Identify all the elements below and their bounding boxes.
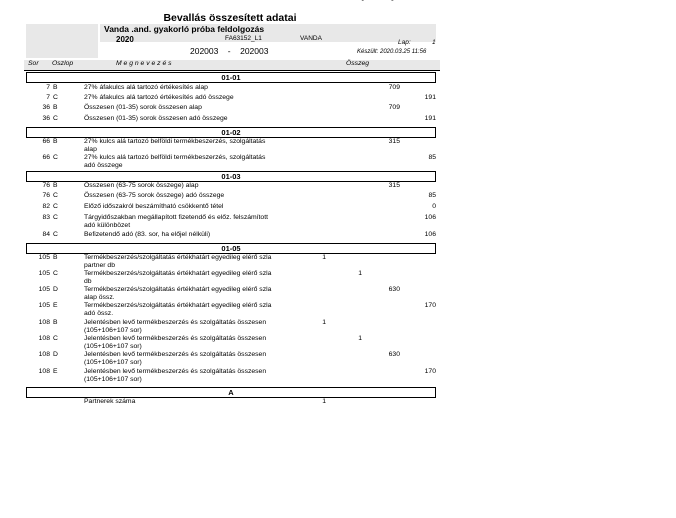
row-oszlop: B	[53, 104, 58, 111]
row-sor: 7	[46, 84, 50, 91]
row-value: 106	[424, 214, 436, 221]
program-label	[350, 0, 436, 1]
row-oszlop: D	[53, 351, 58, 358]
row-value: 191	[424, 115, 436, 122]
row-oszlop: C	[53, 335, 58, 342]
row-value: 630	[388, 286, 400, 293]
row-sor: 7	[46, 94, 50, 101]
row-oszlop: B	[53, 182, 58, 189]
row-sor: 105	[38, 286, 50, 293]
row-description-line: Tárgyidőszakban megállapított fizetendő és előz. felszámított	[84, 214, 268, 221]
row-value: 315	[388, 182, 400, 189]
row-description	[84, 203, 294, 211]
form-code: FA63152_L1	[225, 35, 262, 42]
row-value: 1	[358, 270, 362, 277]
row-value: 1	[358, 335, 362, 342]
row-description	[84, 214, 294, 229]
row-description-line: Termékbeszerzés/szolgáltatás értékhatárt egyedileg elérő szla	[84, 254, 272, 261]
row-sor: 76	[42, 182, 50, 189]
row-sor: 105	[38, 270, 50, 277]
row-oszlop: C	[53, 270, 58, 277]
row-description-line: alap össz.	[84, 293, 115, 301]
row-value: 1	[322, 254, 326, 261]
row-value: 85	[428, 192, 436, 199]
row-description	[84, 254, 294, 269]
page-label: Lap:	[398, 39, 411, 46]
row-sor: 108	[38, 319, 50, 326]
row-oszlop: B	[53, 138, 58, 145]
row-description-line: 27% áfakulcs alá tartozó értékesítés adó összege	[84, 94, 234, 101]
row-description-line: Jelentésben levő termékbeszerzés és szolgáltatás összesen	[84, 351, 267, 358]
row-sor: 108	[38, 368, 50, 375]
section-header: 01-03	[26, 171, 436, 182]
report-year: 2020	[116, 35, 134, 44]
row-value: 1	[322, 319, 326, 326]
row-description-line: Partnerek száma	[84, 398, 136, 405]
row-description-line: Termékbeszerzés/szolgáltatás értékhatárt egyedileg elérő szla	[84, 270, 272, 277]
row-oszlop: E	[53, 368, 58, 375]
report-title: Bevallás összesített adatai	[163, 12, 297, 24]
row-description	[84, 104, 294, 112]
company-code: VANDA	[300, 35, 322, 42]
col-header-osszeg: Összeg	[346, 60, 370, 67]
row-sor: 66	[42, 154, 50, 161]
row-value: 106	[424, 231, 436, 238]
row-description	[84, 302, 294, 317]
row-description-line: Összesen (01-35) sorok összesen adó összege	[84, 115, 228, 122]
row-description-line: Előző időszakról beszámítható csökkentő tétel	[84, 203, 224, 210]
row-value: 1	[322, 398, 326, 405]
row-description	[84, 351, 294, 366]
row-sor: 36	[42, 115, 50, 122]
row-description	[84, 182, 294, 190]
row-oszlop: B	[53, 254, 58, 261]
row-sor: 66	[42, 138, 50, 145]
row-value: 709	[388, 84, 400, 91]
row-oszlop: C	[53, 154, 58, 161]
row-description	[84, 115, 294, 123]
row-value: 315	[388, 138, 400, 145]
row-description-line: Jelentésben levő termékbeszerzés és szolgáltatás összesen	[84, 319, 267, 326]
row-description-line: (105+106+107 sor)	[84, 326, 142, 334]
row-description	[84, 84, 294, 92]
row-oszlop: D	[53, 286, 58, 293]
row-oszlop: E	[53, 302, 58, 309]
row-description-line: Összesen (63-75 sorok összege) adó összege	[84, 192, 225, 199]
row-description-line: Jelentésben levő termékbeszerzés és szolgáltatás összesen	[84, 335, 267, 342]
section-header: 01-02	[26, 127, 436, 138]
section-header: A	[26, 387, 436, 398]
row-description-line: partner db	[84, 261, 115, 269]
row-description-line: db	[84, 277, 92, 285]
row-oszlop: C	[53, 115, 58, 122]
row-description-line: adó különbözet	[84, 221, 131, 229]
row-description-line: (105+106+107 sor)	[84, 375, 142, 383]
row-oszlop: C	[53, 203, 58, 210]
row-sor: 76	[42, 192, 50, 199]
row-description-line: 27% kulcs alá tartozó belföldi termékbeszerzés, szolgáltatás	[84, 138, 266, 145]
report-period: 202003 - 202003	[190, 46, 269, 56]
row-description-line: 27% áfakulcs alá tartozó értékesítés alap	[84, 84, 208, 91]
row-description-line: Termékbeszerzés/szolgáltatás értékhatárt egyedileg elérő szla	[84, 286, 272, 293]
row-value: 85	[428, 154, 436, 161]
row-description-line: adó össz.	[84, 309, 114, 317]
company-name: Vanda .and. gyakorló próba feldolgozás	[104, 24, 265, 34]
row-description-line: Összesen (01-35) sorok összesen alap	[84, 104, 202, 111]
row-sor: 84	[42, 231, 50, 238]
row-description	[84, 286, 294, 301]
row-sor: 83	[42, 214, 50, 221]
row-description	[84, 94, 294, 102]
row-oszlop: C	[53, 192, 58, 199]
row-description	[84, 335, 294, 350]
header-shade-left	[26, 24, 98, 58]
row-description	[84, 398, 294, 406]
section-header: 01-01	[26, 72, 436, 83]
row-sor: 105	[38, 254, 50, 261]
row-value: 191	[424, 94, 436, 101]
col-header-sor: Sor	[28, 60, 39, 67]
row-description	[84, 231, 294, 239]
row-description-line: Befizetendő adó (83. sor, ha előjel nélküli)	[84, 231, 211, 238]
row-description	[84, 192, 294, 200]
row-description-line: alap	[84, 145, 97, 153]
row-description-line: (105+106+107 sor)	[84, 342, 142, 350]
row-oszlop: B	[53, 319, 58, 326]
row-sor: 108	[38, 335, 50, 342]
row-description-line: Jelentésben levő termékbeszerzés és szolgáltatás összesen	[84, 368, 267, 375]
row-description	[84, 138, 294, 153]
row-oszlop: C	[53, 214, 58, 221]
row-value: 170	[424, 302, 436, 309]
row-description	[84, 270, 294, 285]
row-sor: 105	[38, 302, 50, 309]
row-value: 709	[388, 104, 400, 111]
row-oszlop: C	[53, 231, 58, 238]
col-header-oszlop: Oszlop	[52, 60, 74, 67]
row-description-line: Termékbeszerzés/szolgáltatás értékhatárt egyedileg elérő szla	[84, 302, 272, 309]
created-timestamp: Készült: 2020.03.25 11:56	[357, 49, 427, 55]
row-value: 0	[432, 203, 436, 210]
row-description-line: 27% kulcs alá tartozó belföldi termékbeszerzés, szolgáltatás	[84, 154, 266, 161]
row-description-line: adó összege	[84, 161, 123, 169]
row-sor: 82	[42, 203, 50, 210]
page-number: 1	[432, 39, 436, 46]
row-sor: 36	[42, 104, 50, 111]
row-sor: 108	[38, 351, 50, 358]
row-description-line: Összesen (63-75 sorok összege) alap	[84, 182, 199, 189]
row-value: 170	[424, 368, 436, 375]
row-description-line: (105+106+107 sor)	[84, 358, 142, 366]
row-description	[84, 319, 294, 334]
section-header: 01-05	[26, 243, 436, 254]
row-description	[84, 368, 294, 383]
col-header-megnevezes: M e g n e v e z é s	[116, 60, 172, 67]
row-oszlop: C	[53, 94, 58, 101]
row-description	[84, 154, 294, 169]
column-header-bar	[24, 60, 440, 71]
row-oszlop: B	[53, 84, 58, 91]
row-value: 630	[388, 351, 400, 358]
